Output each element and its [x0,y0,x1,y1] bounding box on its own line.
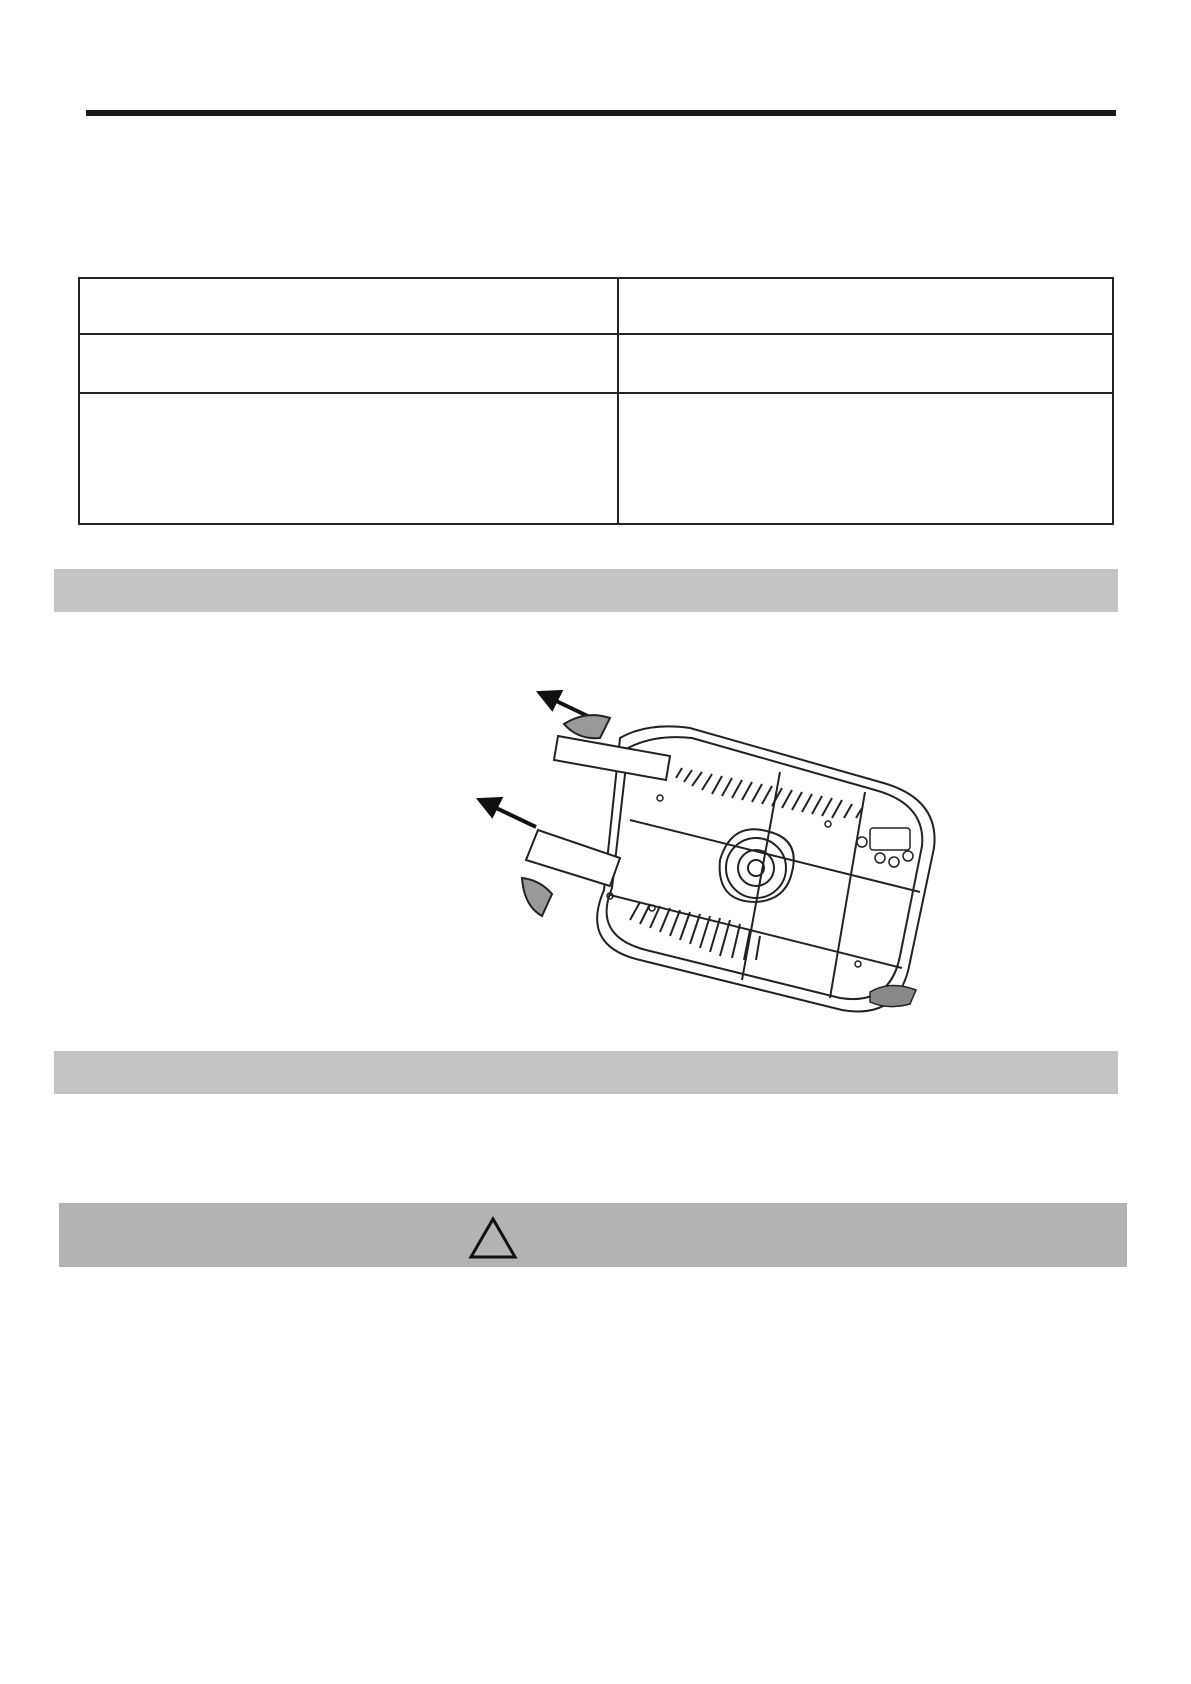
section-bar [54,1051,1118,1094]
appliance-feet-illustration [470,680,990,1025]
warning-triangle-icon [467,1215,519,1261]
table-row [79,278,1113,334]
section-bar [54,569,1118,612]
table-cell [79,334,618,393]
warning-bar [59,1203,1127,1267]
arrow-icon [480,799,536,827]
table-row [79,393,1113,524]
spec-table [78,277,1114,525]
table-cell [618,393,1113,524]
table-row [79,334,1113,393]
table-cell [79,393,618,524]
table-cell [79,278,618,334]
top-rule [86,110,1116,116]
table-cell [618,334,1113,393]
table-cell [618,278,1113,334]
